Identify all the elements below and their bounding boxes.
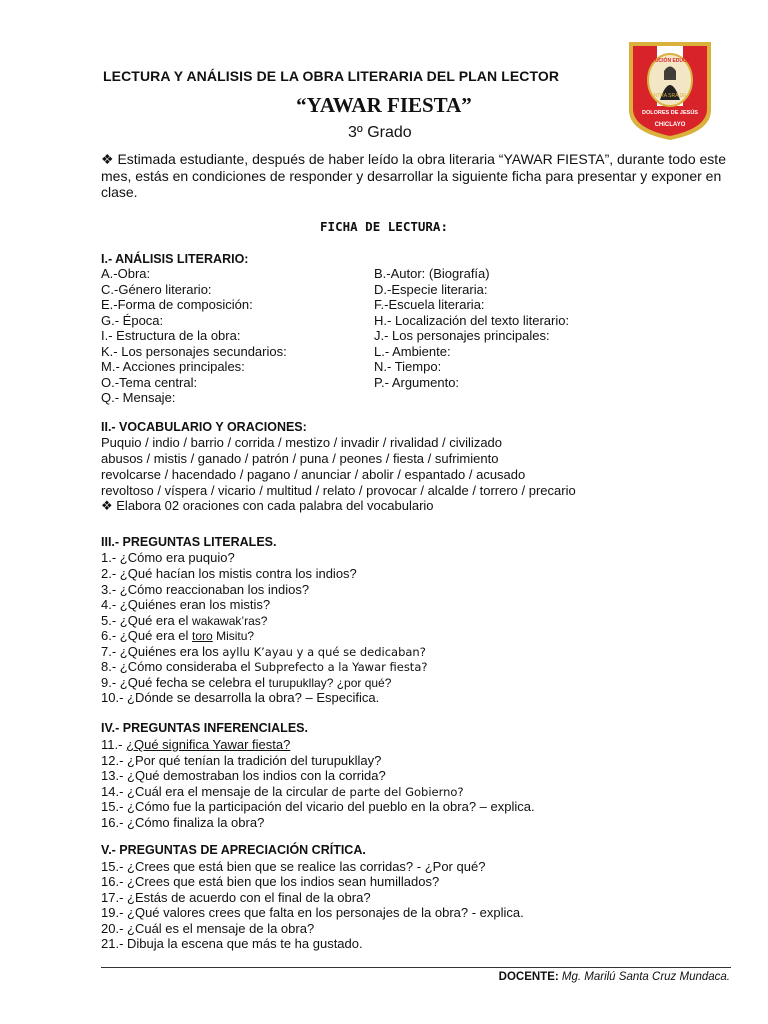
question: 15.- ¿Crees que está bien que se realice las corridas? - ¿Por qué? xyxy=(101,858,486,874)
section3-title: III.- PREGUNTAS LITERALES. xyxy=(101,535,277,549)
analysis-item: O.-Tema central: xyxy=(101,374,198,390)
analysis-item: E.-Forma de composición: xyxy=(101,297,253,312)
footer-divider xyxy=(101,967,731,968)
analysis-item: F.-Escuela literaria: xyxy=(374,297,485,312)
analysis-item: P.- Argumento: xyxy=(374,374,460,390)
section1-title: I.- ANÁLISIS LITERARIO: xyxy=(101,252,249,266)
logo-text-top: INSTITUCIÓN EDUCATIVA xyxy=(639,58,701,64)
analysis-item: D.-Especie literaria: xyxy=(374,281,488,297)
analysis-item: A.-Obra: xyxy=(101,266,151,281)
analysis-item: C.-Género literario: xyxy=(101,281,212,297)
analysis-item: M.- Acciones principales: xyxy=(101,359,245,374)
footer-name: Mg. Marilú Santa Cruz Mundaca. xyxy=(558,971,730,983)
question xyxy=(101,644,426,660)
school-logo xyxy=(627,40,713,142)
analysis-item: G.- Época: xyxy=(101,312,164,328)
question-term: wakawak’ras? xyxy=(192,613,268,628)
question-term: ¿Qué significa Yawar fiesta? xyxy=(126,737,291,752)
footer-label: DOCENTE: xyxy=(498,971,559,983)
question-text: 14.- ¿Cuál era el mensaje de la circular xyxy=(101,783,332,799)
question-text: Misitu? xyxy=(212,629,255,643)
question: 16.- ¿Crees que está bien que los indios sean humillados? xyxy=(101,874,440,889)
analysis-item: B.-Autor: (Biografía) xyxy=(374,266,490,281)
document-title: LECTURA Y ANÁLISIS DE LA OBRA LITERARIA DEL PLAN LECTOR xyxy=(103,68,560,84)
question xyxy=(101,613,267,629)
question: 10.- ¿Dónde se desarrolla la obra? – Especifica. xyxy=(101,690,380,705)
question-term: de parte del Gobierno? xyxy=(331,784,464,799)
ficha-title: FICHA DE LECTURA: xyxy=(320,219,448,234)
question: 19.- ¿Qué valores crees que falta en los personajes de la obra? - explica. xyxy=(101,905,524,920)
question-text: 7.- ¿Quiénes era los xyxy=(101,643,223,659)
analysis-item: J.- Los personajes principales: xyxy=(374,328,550,343)
question-term: toro xyxy=(192,629,213,643)
question-text: 9.- ¿Qué fecha se celebra el xyxy=(101,674,269,690)
section5-title: V.- PREGUNTAS DE APRECIACIÓN CRÍTICA. xyxy=(101,843,366,857)
vocabulary-line: abusos / mistis / ganado / patrón / puna / peones / fiesta / sufrimiento xyxy=(101,451,499,466)
question xyxy=(101,675,391,691)
question: 2.- ¿Qué hacían los mistis contra los indios? xyxy=(101,566,357,581)
analysis-item: N.- Tiempo: xyxy=(374,359,442,374)
question-text: 8.- ¿Cómo consideraba el xyxy=(101,659,255,674)
question-text: 11.- xyxy=(101,737,127,752)
section4-title: IV.- PREGUNTAS INFERENCIALES. xyxy=(101,721,308,735)
question-text: 5.- ¿Qué era el xyxy=(101,612,193,628)
analysis-item: L.- Ambiente: xyxy=(374,343,451,359)
question xyxy=(101,628,254,644)
question-term: ayllu K’ayau y a qué se dedicaban? xyxy=(222,644,426,659)
question xyxy=(101,784,464,800)
question: 3.- ¿Cómo reaccionaban los indios? xyxy=(101,581,310,597)
grade-label: 3º Grado xyxy=(348,124,412,141)
intro-paragraph: ❖ Estimada estudiante, después de haber leído la obra literaria “YAWAR FIESTA”, durante todo este mes, estás en condiciones de responder y desarrollar la siguiente ficha para presentar y exponer en clase. xyxy=(101,151,726,200)
analysis-item: Q.- Mensaje: xyxy=(101,390,176,405)
analysis-item: K.- Los personajes secundarios: xyxy=(101,343,287,359)
analysis-item: I.- Estructura de la obra: xyxy=(101,328,241,343)
logo-text-2: NTRA SRA DE xyxy=(653,93,687,99)
question: 4.- ¿Quiénes eran los mistis? xyxy=(101,597,271,612)
section2-title: II.- VOCABULARIO Y ORACIONES: xyxy=(101,420,307,434)
question: 1.- ¿Cómo era puquio? xyxy=(101,550,235,565)
vocabulary-instruction: ❖ Elabora 02 oraciones con cada palabra del vocabulario xyxy=(101,498,434,513)
question xyxy=(101,737,290,752)
question: 16.- ¿Cómo finaliza la obra? xyxy=(101,814,265,830)
question: 15.- ¿Cómo fue la participación del vicario del pueblo en la obra? – explica. xyxy=(101,799,535,814)
question-term: Subprefecto a la Yawar fiesta? xyxy=(254,660,428,674)
work-title: “YAWAR FIESTA” xyxy=(296,93,472,117)
analysis-item: H.- Localización del texto literario: xyxy=(374,312,570,328)
logo-text-3: DOLORES DE JESÚS xyxy=(642,110,698,116)
question: 12.- ¿Por qué tenían la tradición del turupukllay? xyxy=(101,752,382,768)
question: 17.- ¿Estás de acuerdo con el final de la obra? xyxy=(101,889,371,905)
vocabulary-line: Puquio / indio / barrio / corrida / mestizo / invadir / rivalidad / civilizado xyxy=(101,435,503,450)
question: 21.- Dibuja la escena que más te ha gustado. xyxy=(101,936,363,951)
vocabulary-line: revolcarse / hacendado / pagano / anunciar / abolir / espantado / acusado xyxy=(101,467,526,482)
question-term: turupukllay? ¿por qué? xyxy=(268,675,392,690)
vocabulary-line: revoltoso / víspera / vicario / multitud / relato / provocar / alcalde / torrero / precario xyxy=(101,482,576,498)
logo-text-bottom: CHICLAYO xyxy=(654,122,686,128)
question-text: 6.- ¿Qué era el xyxy=(101,628,193,643)
question: 13.- ¿Qué demostraban los indios con la corrida? xyxy=(101,768,386,783)
question xyxy=(101,659,427,675)
question: 20.- ¿Cuál es el mensaje de la obra? xyxy=(101,920,315,936)
footer-teacher xyxy=(499,971,730,983)
